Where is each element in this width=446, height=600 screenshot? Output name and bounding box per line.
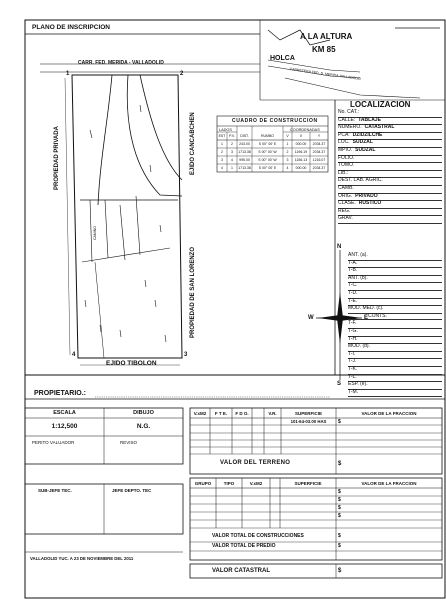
const-head-tipo: TIPO [223,481,235,486]
dibujo-value: N.G. [136,423,151,430]
ct-cell: 3 [221,158,223,162]
list-item [338,215,442,224]
loc-label: FOLIO. [338,154,355,161]
road-small-label: CARRETERA FED. D. MERIDA-VALLADOLID [289,66,362,81]
valor-total-construcciones-dollar: $ [338,533,341,539]
const-head-valor: VALOR DE LA FRACCION [361,481,417,486]
ct-cell: 1156.13 [294,158,308,162]
ct-cell: 2 [231,142,233,146]
ct-head-x: X [299,134,303,138]
ct-cell: 995.00 [239,158,250,162]
loc-value: DZIDZILCHE [352,131,383,138]
const-head-vxm2: V.xM2 [249,481,263,486]
ct-cell: S 00° 00' E [258,166,277,170]
list-item: T-H. [348,336,442,345]
ct-head-rumbo: RUMBO [260,134,275,138]
list-item: CONTS. [348,313,442,321]
valor-total-predio-label: VALOR TOTAL DE PREDIO [212,543,276,549]
map-label-left: PROPIEDAD PRIVADA [54,126,60,190]
corner-3: 3 [184,352,188,358]
ct-cell: 4 [221,166,223,170]
loc-label: GRAV. [338,215,353,222]
terreno-head-vxm2: V.xM2 [193,411,207,416]
terreno-head-valor: VALOR DE LA FRACCION [361,411,417,416]
propietario-label: PROPIETARIO.: [34,390,86,397]
ct-cell: 1713.38 [238,150,251,154]
ct-cell: 1196.19 [294,150,308,154]
loc-label: CALLE: [338,116,356,123]
terreno-superficie-value: 101-64-03.00 HAS [290,419,327,424]
plan-title: PLANO DE INSCRIPCION [32,24,111,31]
terreno-head-fdo: F D O. [235,411,249,416]
road-label: CARR. FED. MERIDA - VALLADOLID [78,60,164,66]
valor-catastral-label: VALOR CATASTRAL [212,568,270,574]
valor-total-construcciones-label: VALOR TOTAL DE CONSTRUCCIONES [212,533,304,539]
list-item: ANT. (b). [348,275,442,284]
ct-cell: 1 [221,142,223,146]
ct-head-coordenadas: COORDENADAS [290,128,320,132]
const-dollar-3: $ [338,505,341,511]
list-item: T-D. [348,290,442,299]
loc-label: CAMB. [338,185,354,191]
escala-label: ESCALA [53,410,76,416]
altitude-line-1: A LA ALTURA [300,32,353,41]
list-item: ESP. (e). [348,381,442,390]
valor-terreno-dollar: $ [338,461,342,467]
loc-label: No. CAT.: [338,109,360,115]
loc-label: REG. [338,207,351,214]
corner-1: 1 [66,71,70,77]
compass-e: E [364,315,369,321]
list-item: T-K. [348,366,442,375]
ct-cell: 2034.37 [312,150,326,154]
loc-label: NUMERO. [338,124,362,131]
compass-n: N [337,244,342,250]
loc-label: PCA: [338,131,350,138]
list-item: T-M. [348,389,442,398]
escala-value: 1:12,500 [51,423,78,430]
const-dollar-4: $ [338,513,341,519]
list-item: MOD. MED. (c). [348,305,442,314]
ct-cell: S 00° 00' W [258,158,277,162]
corner-4: 4 [72,352,76,358]
compass-s: S [337,381,342,387]
valor-catastral-dollar: $ [338,568,342,574]
map-label-bottom: EJIDO TIBOLON [106,360,157,367]
list-item: T-J. [348,358,442,367]
terreno-head-superficie: SUPERFICIE [294,411,322,416]
list-item: T-I. [348,351,442,360]
ct-cell: 1 [231,166,233,170]
footer-date: VALLADOLID YUC. A 23 DE NOVIEMBRE DEL 2011 [30,556,134,561]
loc-value: TABLAJE [358,116,381,123]
corner-2: 2 [180,71,184,77]
jefe-label: JEFE DEPTO. TEC [112,488,152,493]
loc-label: LIB.: [338,169,349,176]
const-head-grupo: GRUPO [194,481,212,486]
map-label-right-top: EJIDO CANCABCHEN [190,112,196,175]
ct-cell: 3 [231,150,233,154]
compass-w: W [308,315,314,321]
loc-value: CATASTRAL [364,124,395,131]
list-item: T-G. [348,328,442,337]
list-item: T-F. [348,320,442,329]
list-item: T-E. [348,298,442,307]
valor-terreno-label: VALOR DEL TERRENO [220,460,291,466]
loc-value: SUDZAL [352,139,373,146]
loc-label: LOC. [338,139,350,146]
reviso-label: REVISO [120,440,138,445]
ct-cell: 000.00 [295,142,307,146]
list-item: T-A. [348,260,442,269]
loc-value: RUSTICO [358,200,382,207]
loc-label: TOMO. [338,162,355,169]
ct-cell: 1 [286,142,289,146]
map-label-inner-road: CAMINO [93,226,97,240]
ct-cell: 2034.37 [312,142,326,146]
list-item: MOD. (d). [348,343,442,352]
ct-cell: 4 [231,158,233,162]
list-item: ANT. (a). [348,252,442,261]
dibujo-label: DIBUJO [133,410,154,416]
ct-cell: S 00° 00' W [258,150,277,154]
construction-table-title: CUADRO DE CONSTRUCCION [232,118,318,124]
ct-cell: 243.00 [239,142,250,146]
loc-label: CLASE. [338,200,356,207]
ct-cell: 2034.37 [312,166,326,170]
localizacion-title: LOCALIZACION [350,100,411,109]
ct-head-lados: LADOS [219,128,232,132]
ct-cell: 1216.07 [312,158,326,162]
loc-label: DEST. LAB. AGRIC. [338,177,383,184]
ct-head-pv: P.V. [229,134,235,138]
valor-total-predio-dollar: $ [338,543,341,549]
ct-head-est: EST [218,134,226,138]
ct-cell: S 00° 00' E [258,142,277,146]
const-dollar-2: $ [338,497,341,503]
ct-cell: 2 [286,150,289,154]
const-head-superficie: SUPERFICIE [294,481,322,486]
list-item: T-L. [348,374,442,383]
subjefe-label: SUB-JEFE TEC. [38,488,72,493]
ct-cell: 3 [286,158,289,162]
ct-cell: 1713.38 [238,166,251,170]
ct-head-dist: DIST. [240,134,249,138]
loc-label: MPIO. [338,147,353,153]
perito-label: PERITO VALUADOR [32,440,75,445]
map-label-right-bottom: PROPIEDAD DE SAN LORENZO [190,246,196,338]
ct-cell: 2 [221,150,223,154]
terreno-head-fte: F T E. [214,411,228,416]
terreno-head-vr: V.R. [268,411,277,416]
list-item: T-C. [348,282,442,291]
place-label: HOLCA [270,55,295,62]
loc-value: PRIVADO [355,192,378,199]
ct-cell: 4 [286,166,289,170]
terreno-dollar: $ [338,419,341,425]
const-dollar-1: $ [338,489,341,495]
list-item: T-B. [348,267,442,276]
loc-label: ORIG. [338,192,353,199]
ct-head-v: V [286,134,289,138]
loc-value: SUDZAL [355,147,376,153]
altitude-line-2: KM 85 [312,45,336,54]
ct-head-y: Y [317,134,321,138]
ct-cell: 000.00 [295,166,307,170]
